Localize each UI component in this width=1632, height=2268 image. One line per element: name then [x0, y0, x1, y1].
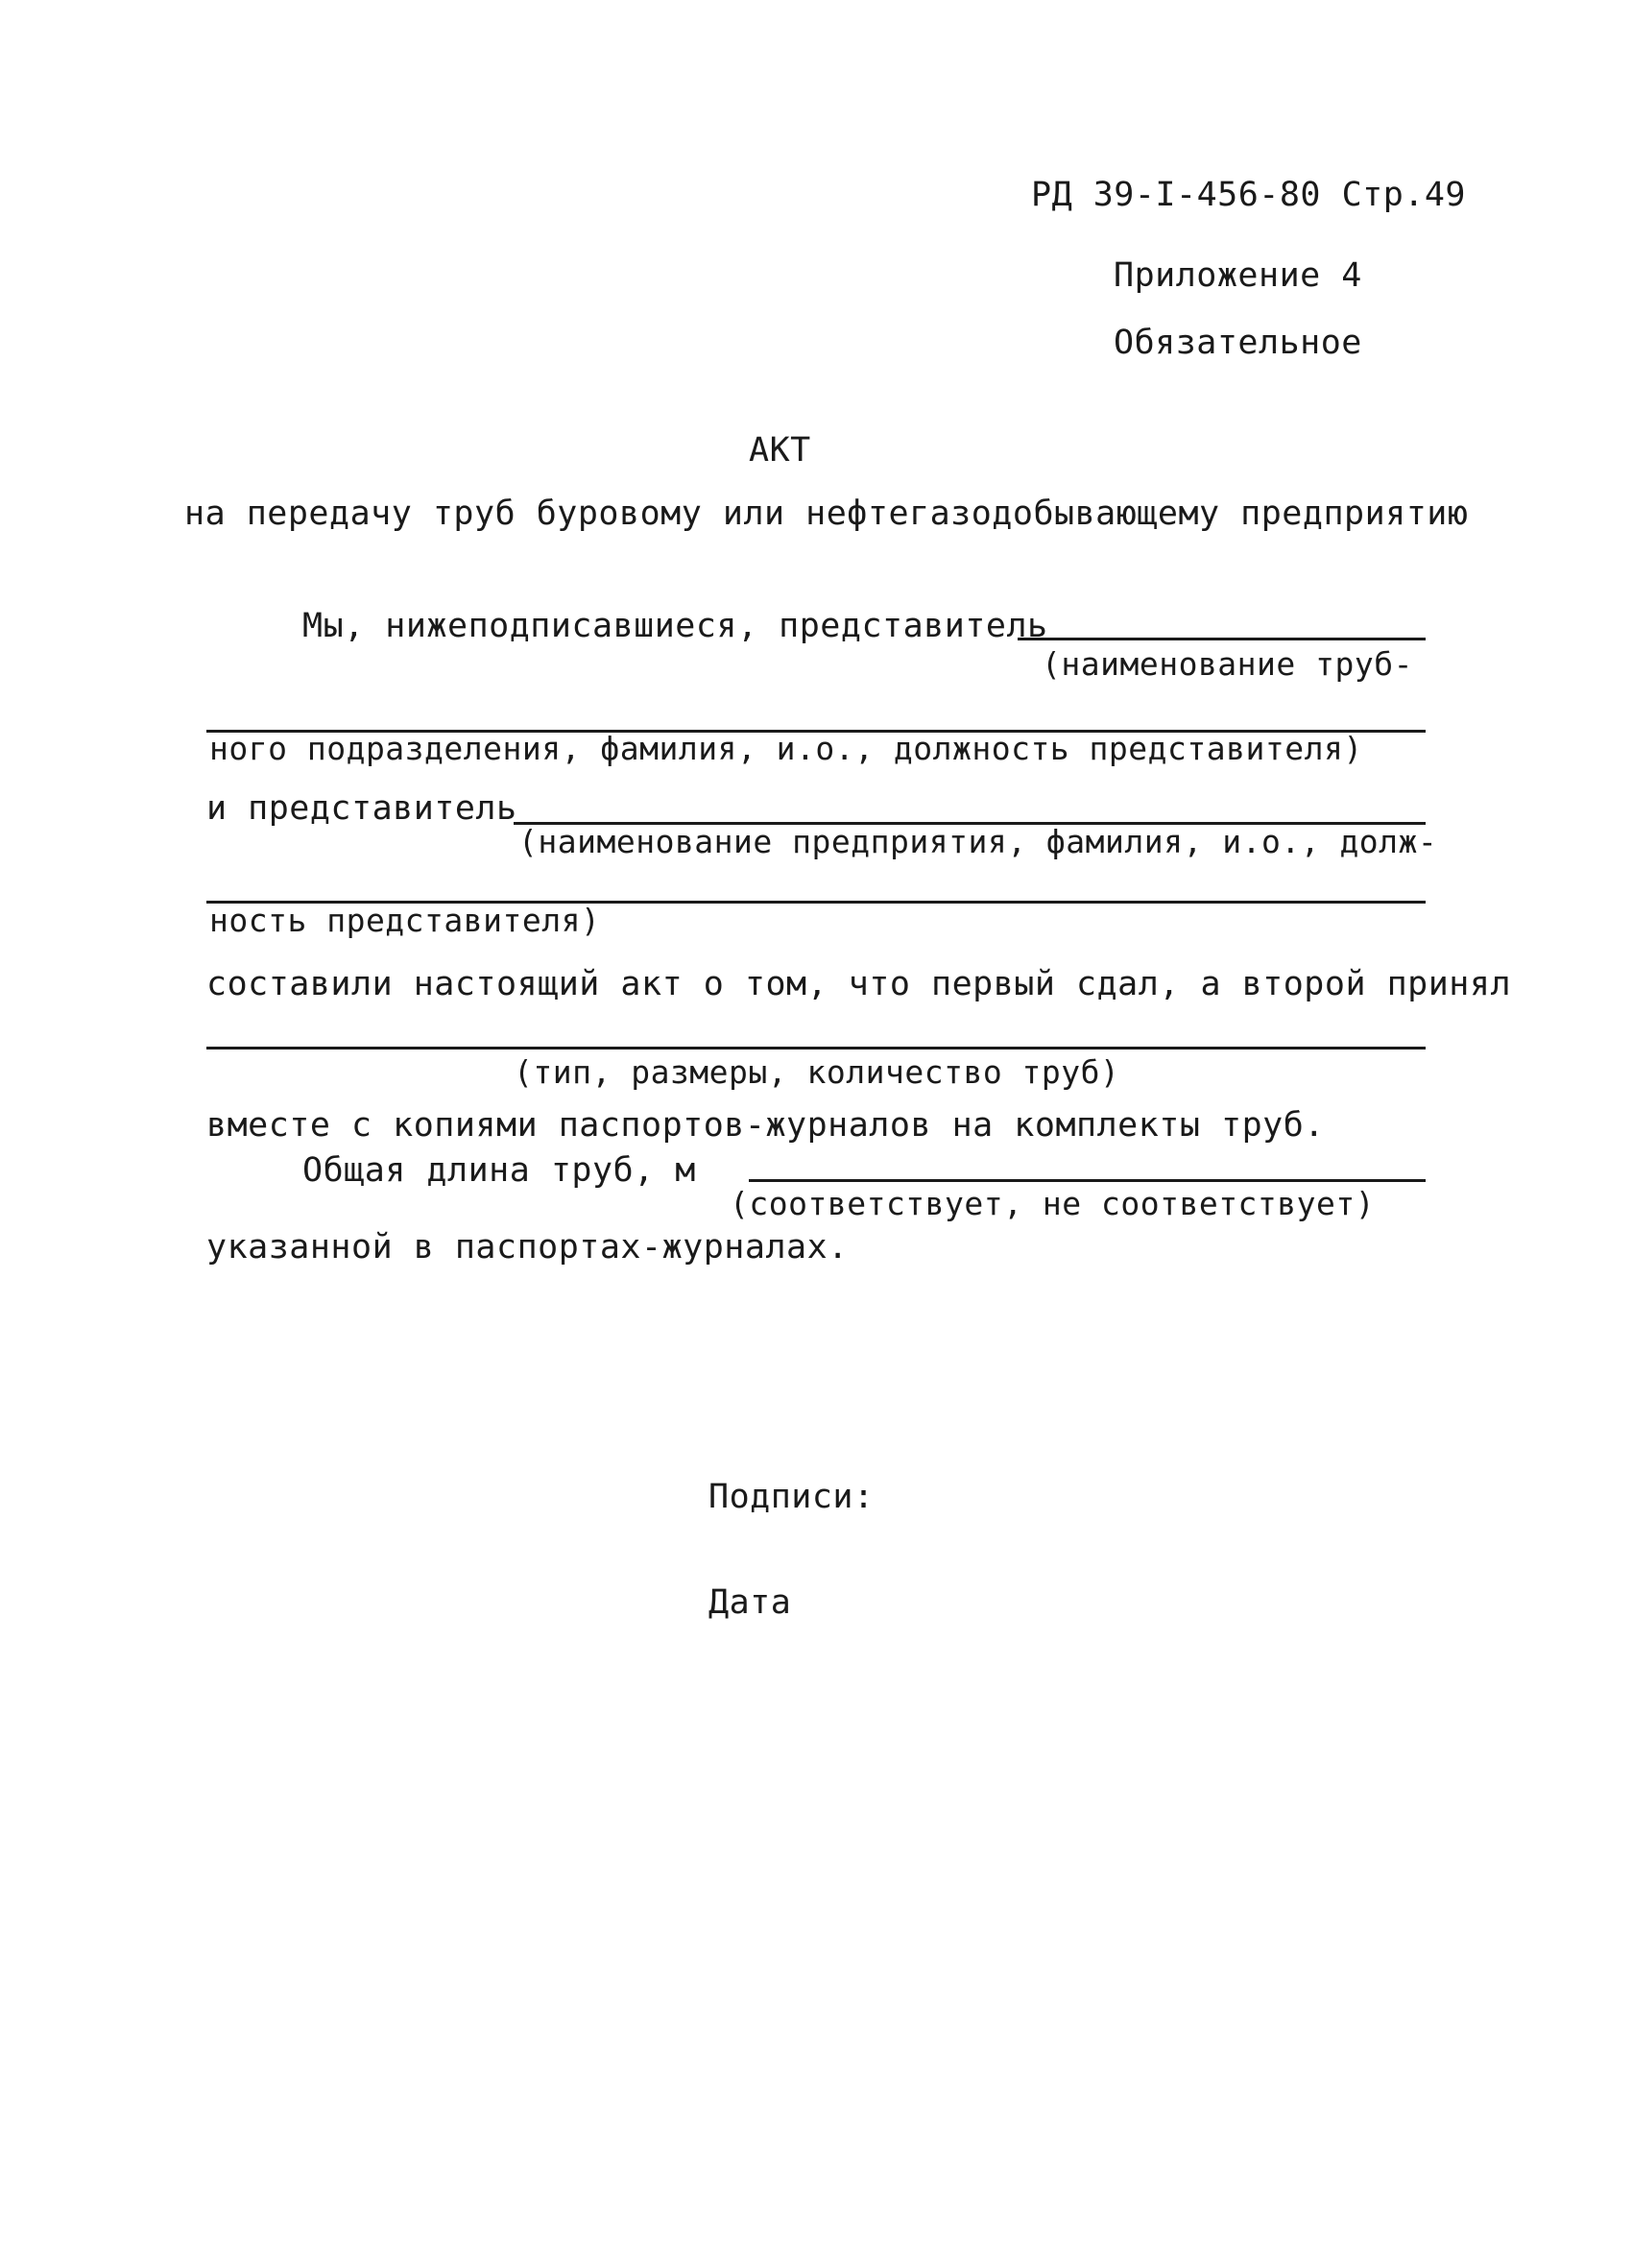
document-subtitle: на передачу труб буровому или нефтегазодобывающему предприятию	[184, 495, 1469, 533]
representative-1-caption-a: (наименование труб-	[1042, 645, 1413, 683]
pipes-fill-line	[206, 1047, 1426, 1050]
total-length-caption: (соответствует, не соответствует)	[730, 1185, 1376, 1222]
appendix-number: Приложение 4	[1114, 256, 1362, 295]
total-length-lead: Общая длина труб, м	[302, 1151, 696, 1190]
document-reference: РД 39-I-456-80 Стр.49	[1031, 176, 1467, 214]
pipes-caption: (тип, размеры, количество труб)	[514, 1053, 1120, 1091]
representative-1-lead: Мы, нижеподписавшиеся, представитель	[302, 607, 1048, 645]
passport-reference-statement: указанной в паспортах-журналах.	[206, 1228, 849, 1267]
date-label: Дата	[708, 1583, 792, 1622]
representative-1-caption-b: ного подразделения, фамилия, и.о., должность представителя)	[209, 730, 1363, 767]
representative-1-fill-line	[1018, 638, 1426, 640]
total-length-fill-line	[749, 1179, 1426, 1182]
passport-copies-statement: вместе с копиями паспортов-журналов на комплекты труб.	[206, 1106, 1325, 1145]
signatures-label: Подписи:	[708, 1478, 875, 1516]
act-statement: составили настоящий акт о том, что первый сдал, а второй принял	[206, 965, 1512, 1003]
representative-2-caption-a: (наименование предприятия, фамилия, и.о., долж-	[518, 823, 1438, 860]
representative-2-lead: и представитель	[206, 789, 517, 828]
appendix-status: Обязательное	[1114, 324, 1362, 362]
representative-2-caption-b: ность представителя)	[209, 902, 601, 939]
document-title: АКТ	[749, 431, 811, 470]
